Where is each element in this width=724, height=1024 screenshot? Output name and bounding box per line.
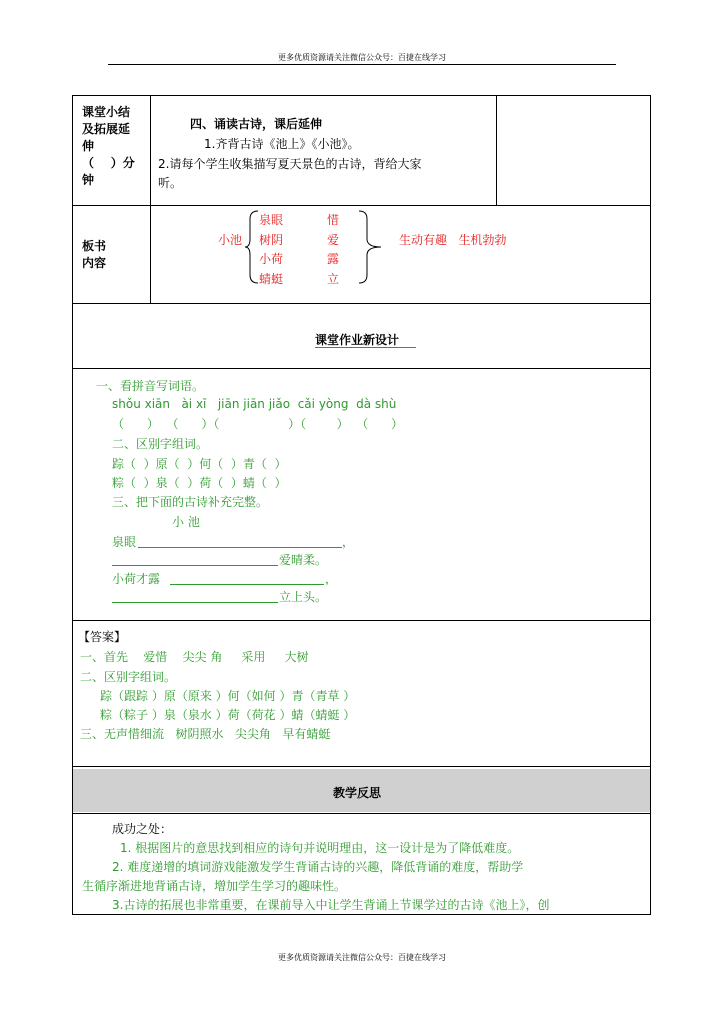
row-divider: [72, 813, 651, 814]
poem-line-4-end: 立上头。: [279, 590, 328, 604]
board-row-left: 树阴: [259, 233, 284, 247]
board-row-right: 惜: [327, 213, 340, 227]
page-header: 更多优质资源请关注微信公众号：百捷在线学习: [278, 53, 446, 62]
column-divider: [496, 95, 497, 205]
poem-line-1-start: 泉眼: [112, 535, 137, 549]
summary-label-line: 伸: [82, 139, 95, 153]
summary-item-2-line-2: 听。: [158, 176, 183, 190]
homework-q3: 三、把下面的古诗补充完整。: [112, 495, 269, 509]
homework-q1: 一、看拼音写词语。: [96, 379, 205, 393]
column-divider: [150, 95, 151, 303]
summary-item-2-line-1: 2.请每个学生收集描写夏天景色的古诗，背给大家: [158, 157, 422, 171]
summary-label: [82, 104, 135, 189]
poem-line-3-start: 小荷才露: [112, 572, 161, 586]
right-brace-icon: [357, 209, 383, 285]
reflection-intro: 成功之处：: [112, 822, 173, 836]
poem-blank: [138, 547, 342, 548]
left-brace-icon: [244, 209, 260, 285]
poem-title: 小 池: [172, 515, 200, 529]
summary-label-line: 课堂小结: [82, 105, 131, 119]
answer-2-row: 踪（跟踪 ）原（原来 ）何（如何 ）青（青草 ）: [100, 689, 356, 703]
reflection-title: 教学反思: [333, 786, 382, 800]
summary-label-line: （ ）分: [82, 156, 135, 170]
summary-title: 四、诵读古诗，课后延伸: [190, 117, 323, 131]
poem-line-2-end: 爱晴柔。: [279, 553, 328, 567]
summary-item-1: 1.齐背古诗《池上》《小池》。: [204, 137, 360, 151]
answers-title: 【答案】: [78, 630, 127, 644]
poem-blank: [112, 565, 278, 566]
board-result: 生动有趣 生机勃勃: [399, 233, 507, 247]
reflection-p3: 3.古诗的拓展也非常重要，在课前导入中让学生背诵上节课学过的古诗《池上》，创: [112, 898, 550, 912]
homework-title: 课堂作业新设计: [315, 333, 400, 347]
poem-line-1-end: ，: [342, 535, 355, 549]
table-border-top: [72, 95, 651, 96]
row-divider: [72, 368, 651, 369]
lesson-table: [72, 95, 651, 915]
board-row-right: 爱: [327, 233, 340, 247]
header-divider: [108, 64, 616, 65]
poem-line-3-end: ，: [325, 572, 338, 586]
homework-q2: 二、区别字组词。: [112, 437, 209, 451]
row-divider: [72, 303, 651, 304]
board-row-left: 蜻蜓: [259, 272, 284, 286]
answer-2: 二、区别字组词。: [80, 670, 177, 684]
poem-blank: [112, 602, 278, 603]
row-divider: [72, 205, 651, 206]
board-title: 小池: [218, 233, 243, 247]
board-row-left: 泉眼: [259, 213, 284, 227]
board-row-right: 立: [327, 272, 340, 286]
homework-q2-row: 踪（ ）原（ ）何（ ）青（ ）: [112, 457, 287, 471]
board-label-line: 板书: [82, 239, 107, 253]
homework-q2-row: 粽（ ）泉（ ）荷（ ）蜻（ ）: [112, 476, 287, 490]
reflection-p2-line-1: 2. 难度递增的填词游戏能激发学生背诵古诗的兴趣，降低背诵的难度，帮助学: [112, 860, 524, 874]
row-divider: [72, 766, 651, 767]
reflection-p2-line-2: 生循序渐进地背诵古诗，增加学生学习的趣味性。: [82, 879, 347, 893]
board-label-line: 内容: [82, 256, 107, 270]
board-row-right: 露: [327, 252, 340, 266]
homework-title-underline: [315, 347, 416, 348]
summary-label-line: 及拓展延: [82, 122, 131, 136]
table-border-right: [650, 95, 651, 915]
poem-blank: [170, 584, 324, 585]
row-divider: [72, 620, 651, 621]
answer-1: 一、首先 爱惜 尖尖 角 采用 大树: [80, 650, 309, 664]
pinyin-line: shǒu xiān ài xī jiān jiān jiǎo cǎi yòng dà shù: [112, 397, 397, 411]
reflection-p1: 1. 根据图片的意思找到相应的诗句并说明理由，这一设计是为了降低难度。: [120, 841, 520, 855]
board-label: [82, 238, 106, 272]
answer-2-row: 粽（粽子 ）泉（泉水 ）荷（荷花 ）蜻（蜻蜓 ）: [100, 708, 356, 722]
summary-label-line: 钟: [82, 173, 95, 187]
pinyin-brackets: （ ） （ ）（ ）（ ） （ ）: [112, 417, 404, 431]
board-row-left: 小荷: [259, 252, 284, 266]
table-border-bottom: [72, 914, 651, 915]
answer-3: 三、无声惜细流 树阴照水 尖尖角 早有蜻蜓: [80, 727, 331, 741]
page-footer: 更多优质资源请关注微信公众号：百捷在线学习: [278, 953, 446, 962]
